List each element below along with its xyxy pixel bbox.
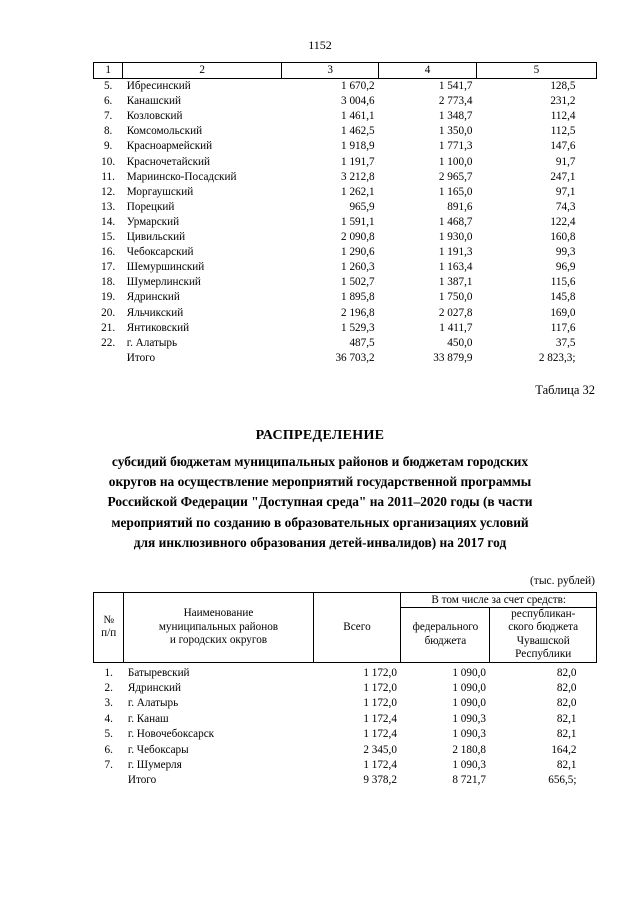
table-cell: 17.: [101, 261, 116, 274]
table-cell: 1 172,0: [363, 666, 397, 679]
table-row: [94, 155, 597, 170]
table-row: [94, 170, 597, 185]
table-cell: 21.: [101, 321, 116, 334]
header-republican: республикан- ского бюджета Чувашской Республики: [490, 608, 597, 663]
table-cell: 145,8: [550, 291, 576, 304]
table-cell: 15.: [101, 231, 116, 244]
table-cell: 82,1: [556, 712, 577, 725]
table-cell: г. Новочебоксарск: [127, 728, 215, 741]
table-cell: Яльчикский: [126, 306, 184, 319]
table-cell: Порецкий: [126, 200, 175, 213]
table-cell: 4.: [104, 712, 113, 725]
header-cell: 3: [282, 63, 379, 79]
table-cell: 247,1: [550, 170, 576, 183]
table-cell: 7.: [103, 110, 113, 123]
table-cell: 91,7: [555, 155, 576, 168]
header-cell: 5: [476, 63, 596, 79]
table-row: [94, 260, 597, 275]
table-row: [94, 336, 597, 351]
table-row: [94, 109, 597, 124]
table-row: [94, 758, 597, 773]
table-cell: Батыревский: [127, 666, 190, 679]
table-cell: 22.: [101, 336, 116, 349]
table-cell: 1 750,0: [438, 291, 473, 304]
table-cell: [94, 351, 123, 366]
table-cell: 16.: [101, 246, 116, 259]
table-cell: 1 541,7: [438, 80, 473, 93]
table-row: [94, 306, 597, 321]
table-cell: 160,8: [550, 231, 576, 244]
table-cell: Чебоксарский: [126, 246, 194, 259]
table-cell: 18.: [101, 276, 116, 289]
table-cell: 9 378,2: [363, 774, 397, 787]
table-row: [94, 321, 597, 336]
table-cell: 1 191,7: [341, 155, 375, 168]
table-cell: 1 387,1: [438, 276, 473, 289]
table-row: [94, 727, 597, 742]
table-cell: 112,4: [550, 110, 576, 123]
table-cell: Козловский: [126, 110, 183, 123]
table-cell: 2 090,8: [341, 231, 375, 244]
table-cell: 1 771,3: [438, 140, 473, 153]
table-cell: 1 529,3: [341, 321, 375, 334]
table-cell: Красночетайский: [126, 155, 210, 168]
table-cell: 1 090,3: [452, 712, 486, 725]
table-cell: 14.: [101, 215, 116, 228]
table-cell: 5.: [104, 728, 113, 741]
table-label: Таблица 32: [535, 383, 595, 397]
table-cell: 164,2: [551, 743, 577, 756]
table-cell: 3 212,8: [341, 170, 375, 183]
table-cell: 1 090,0: [452, 682, 486, 695]
table-cell: 1 930,0: [438, 231, 473, 244]
table-cell: 1.: [104, 666, 113, 679]
table-row: [94, 662, 597, 681]
table-cell: 82,0: [556, 682, 577, 695]
table-cell: 1 262,1: [341, 185, 375, 198]
table-cell: 6.: [103, 95, 113, 108]
table-row: [94, 94, 597, 109]
table-cell: 33 879,9: [433, 351, 473, 364]
table-cell: 656,5;: [548, 774, 577, 787]
table-cell: 1 163,4: [438, 261, 473, 274]
table-cell: 37,5: [555, 336, 576, 349]
table-cell: 231,2: [550, 95, 576, 108]
table-cell: 147,6: [550, 140, 576, 153]
table-cell: 13.: [101, 200, 116, 213]
table-cell: 1 172,0: [363, 682, 397, 695]
table-cell: 450,0: [447, 336, 473, 349]
table-header-row: [94, 593, 597, 608]
table-cell: г. Канаш: [127, 712, 169, 725]
table-row: [94, 743, 597, 758]
table-cell: 1 290,6: [341, 246, 375, 259]
table-row: [94, 696, 597, 711]
table-cell: Мариинско-Посадский: [126, 170, 237, 183]
table-cell: 99,3: [555, 246, 576, 259]
table-cell: Итого: [127, 774, 157, 787]
table-cell: 487,5: [349, 336, 375, 349]
table-cell: 122,4: [550, 215, 576, 228]
table-cell: 128,5: [550, 80, 576, 93]
table-cell: 115,6: [550, 276, 576, 289]
table-header-row: [94, 63, 597, 79]
table-cell: 2 773,4: [438, 95, 473, 108]
table-cell: Итого: [126, 351, 156, 364]
table-row: [94, 124, 597, 139]
table-cell: 12.: [101, 185, 116, 198]
table-cell: 1 100,0: [438, 155, 473, 168]
districts-subsidy-table-continued: [93, 62, 597, 366]
table-row: [94, 275, 597, 290]
table-cell: 1 172,4: [363, 728, 397, 741]
table-row: [94, 79, 597, 95]
table-cell: 3.: [104, 697, 113, 710]
table-cell: 1 090,3: [452, 759, 486, 772]
table-cell: 1 260,3: [341, 261, 375, 274]
table-cell: 1 165,0: [438, 185, 473, 198]
table-cell: 3 004,6: [341, 95, 375, 108]
subtitle-line: мероприятий по созданию в образовательных организациях условий: [111, 514, 529, 530]
header-total: Всего: [313, 593, 401, 663]
total-row: [94, 773, 597, 788]
table-row: [94, 200, 597, 215]
page-number: 1152: [308, 38, 332, 52]
table-cell: 82,0: [556, 666, 577, 679]
table-cell: 117,6: [550, 321, 576, 334]
table-cell: г. Алатырь: [126, 336, 178, 349]
subtitle-line: субсидий бюджетам муниципальных районов и бюджетам городских: [111, 454, 529, 469]
table-cell: 1 502,7: [341, 276, 375, 289]
table-cell: 2 345,0: [363, 743, 397, 756]
table-cell: 1 468,7: [438, 215, 473, 228]
table-cell: 2 196,8: [341, 306, 375, 319]
inclusive-education-subsidy-table: [93, 592, 597, 789]
units-note: (тыс. рублей): [529, 575, 595, 587]
table-cell: 1 191,3: [438, 246, 473, 259]
table-cell: 965,9: [349, 200, 375, 213]
table-cell: 112,5: [550, 125, 576, 138]
table-cell: 9.: [103, 140, 113, 153]
table-cell: 7.: [104, 759, 113, 772]
table-cell: Канашский: [126, 95, 181, 108]
table-cell: 1 348,7: [438, 110, 473, 123]
table-cell: 96,9: [555, 261, 576, 274]
table-cell: 20.: [101, 306, 116, 319]
table-cell: 1 461,1: [341, 110, 375, 123]
table-row: [94, 185, 597, 200]
table-cell: [94, 773, 124, 788]
table-cell: Янтиковский: [126, 321, 190, 334]
table-cell: 97,1: [555, 185, 576, 198]
header-cell: 2: [123, 63, 282, 79]
table-cell: 1 172,4: [363, 759, 397, 772]
table-row: [94, 139, 597, 154]
table-cell: 1 172,0: [363, 697, 397, 710]
table-cell: 11.: [101, 170, 115, 183]
table-cell: 8.: [103, 125, 113, 138]
table-cell: 10.: [101, 155, 116, 168]
table-cell: Шумерлинский: [126, 276, 201, 289]
table-row: [94, 215, 597, 230]
table-cell: 1 350,0: [438, 125, 473, 138]
table-cell: Ядринский: [126, 291, 180, 304]
table-cell: 82,0: [556, 697, 577, 710]
table-cell: Шемуршинский: [126, 261, 205, 274]
header-cell: 1: [94, 63, 123, 79]
table-cell: Ядринский: [127, 682, 181, 695]
table-cell: 1 918,9: [341, 140, 375, 153]
header-group: В том числе за счет средств:: [401, 593, 597, 608]
table-cell: Красноармейский: [126, 140, 213, 153]
table-cell: 1 090,0: [452, 666, 486, 679]
document-subtitle: [60, 452, 580, 553]
table-cell: г. Чебоксары: [127, 743, 189, 756]
table-cell: 1 411,7: [439, 321, 473, 334]
table-cell: 1 895,8: [341, 291, 375, 304]
table-cell: 36 703,2: [335, 351, 375, 364]
table-cell: 5.: [103, 80, 113, 93]
total-row: [94, 351, 597, 366]
header-cell: 4: [379, 63, 477, 79]
table-cell: Цивильский: [126, 231, 186, 244]
table-cell: Моргаушский: [126, 185, 194, 198]
table-cell: 1 670,2: [341, 80, 375, 93]
table-cell: 1 090,3: [452, 728, 486, 741]
subtitle-line: округов на осуществление мероприятий государственной программы: [108, 474, 532, 490]
table-cell: 2 965,7: [438, 170, 473, 183]
table-cell: 19.: [101, 291, 116, 304]
table-cell: 6.: [104, 743, 113, 756]
table-cell: 82,1: [556, 728, 577, 741]
subtitle-line: Российской Федерации "Доступная среда" на 2011–2020 годы (в части: [107, 494, 533, 510]
table-cell: 1 591,1: [341, 215, 375, 228]
table-row: [94, 290, 597, 305]
table-cell: Комсомольский: [126, 125, 203, 138]
document-title: РАСПРЕДЕЛЕНИЕ: [255, 428, 385, 443]
table-cell: г. Алатырь: [127, 697, 179, 710]
table-cell: 82,1: [556, 759, 577, 772]
header-federal: федерального бюджета: [401, 608, 490, 663]
subtitle-line: для инклюзивного образования детей-инвалидов) на 2017 год: [133, 534, 507, 550]
table-cell: 8 721,7: [452, 774, 486, 787]
table-cell: 74,3: [555, 200, 576, 213]
table-cell: 2.: [104, 682, 113, 695]
table-cell: Ибресинский: [126, 80, 191, 93]
table-cell: г. Шумерля: [127, 759, 182, 772]
table-row: [94, 230, 597, 245]
table-cell: 2 180,8: [452, 743, 486, 756]
header-name: Наименование муниципальных районов и городских округов: [124, 593, 313, 663]
table-cell: 2 823,3;: [538, 351, 576, 364]
table-cell: Урмарский: [126, 215, 180, 228]
table-cell: 891,6: [447, 200, 473, 213]
table-cell: 1 172,4: [363, 712, 397, 725]
table-cell: 2 027,8: [438, 306, 473, 319]
table-cell: 1 462,5: [341, 125, 375, 138]
header-number: № п/п: [94, 593, 124, 663]
table-row: [94, 681, 597, 696]
table-cell: 169,0: [550, 306, 576, 319]
table-cell: 1 090,0: [452, 697, 486, 710]
table-row: [94, 245, 597, 260]
table-row: [94, 712, 597, 727]
